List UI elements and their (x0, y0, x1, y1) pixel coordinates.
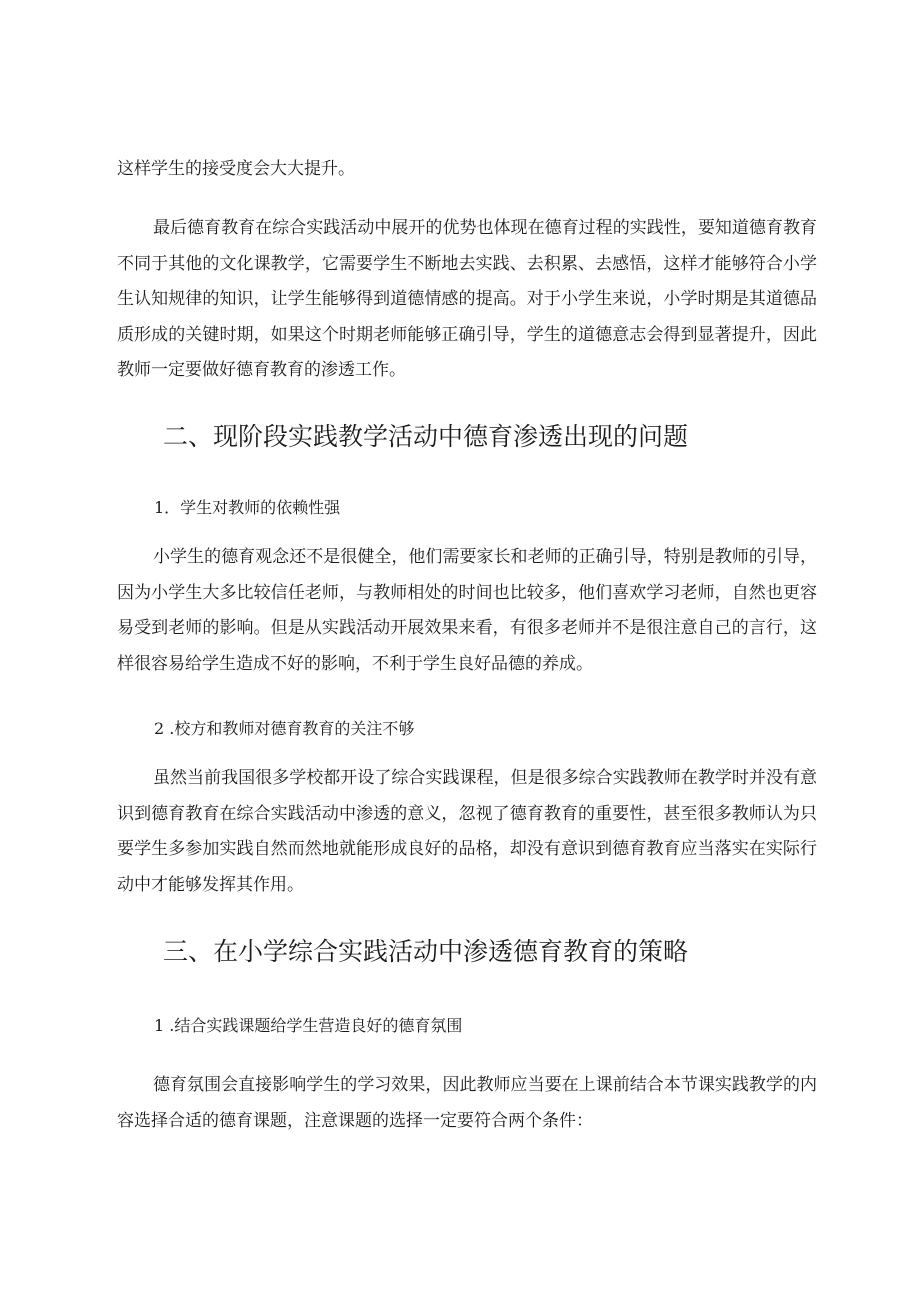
subheading-student-dependence: 1．学生对教师的依赖性强 (154, 498, 341, 517)
paragraph-student-dependence: 小学生的德育观念还不是很健全，他们需要家长和老师的正确引导，特别是教师的引导，因为小学生大多比较信任老师，与教师相处的时间也比较多，他们喜欢学习老师，自然也更容易受到老师的影响。但是从实践活动开展效果来看，有很多老师并不是很注意自己的言行，这样很容易给学生造成不好的影响，不利于学生良好品德的养成。 (117, 547, 817, 674)
paragraph-practice-advantage: 最后德育教育在综合实践活动中展开的优势也体现在德育过程的实践性，要知道德育教育不同于其他的文化课教学，它需要学生不断地去实践、去积累、去感悟，这样才能够符合小学生认知规律的知识，让学生能够得到道德情感的提高。对于小学生来说，小学时期是其道德品质形成的关键时期，如果这个时期老师能够正确引导，学生的道德意志会得到显著提升，因此教师一定要做好德育教育的渗透工作。 (117, 218, 817, 380)
section-heading-strategies: 三、在小学综合实践活动中渗透德育教育的策略 (163, 937, 689, 966)
subheading-school-attention: 2 .校方和教师对德育教育的关注不够 (154, 719, 415, 738)
paragraph-moral-atmosphere: 德育氛围会直接影响学生的学习效果，因此教师应当要在上课前结合本节课实践教学的内容选择合适的德育课题，注意课题的选择一定要符合两个条件： (117, 1075, 817, 1131)
paragraph-continuation: 这样学生的接受度会大大提升。 (117, 159, 355, 179)
section-heading-problems: 二、现阶段实践教学活动中德育渗透出现的问题 (163, 422, 689, 451)
paragraph-school-attention: 虽然当前我国很多学校都开设了综合实践课程，但是很多综合实践教师在教学时并没有意识到德育教育在综合实践活动中渗透的意义，忽视了德育教育的重要性，甚至很多教师认为只要学生多参加实践自然而然地就能形成良好的品格，却没有意识到德育教育应当落实在实际行动中才能够发挥其作用。 (117, 768, 817, 895)
subheading-moral-atmosphere: 1 .结合实践课题给学生营造良好的德育氛围 (154, 1016, 463, 1035)
